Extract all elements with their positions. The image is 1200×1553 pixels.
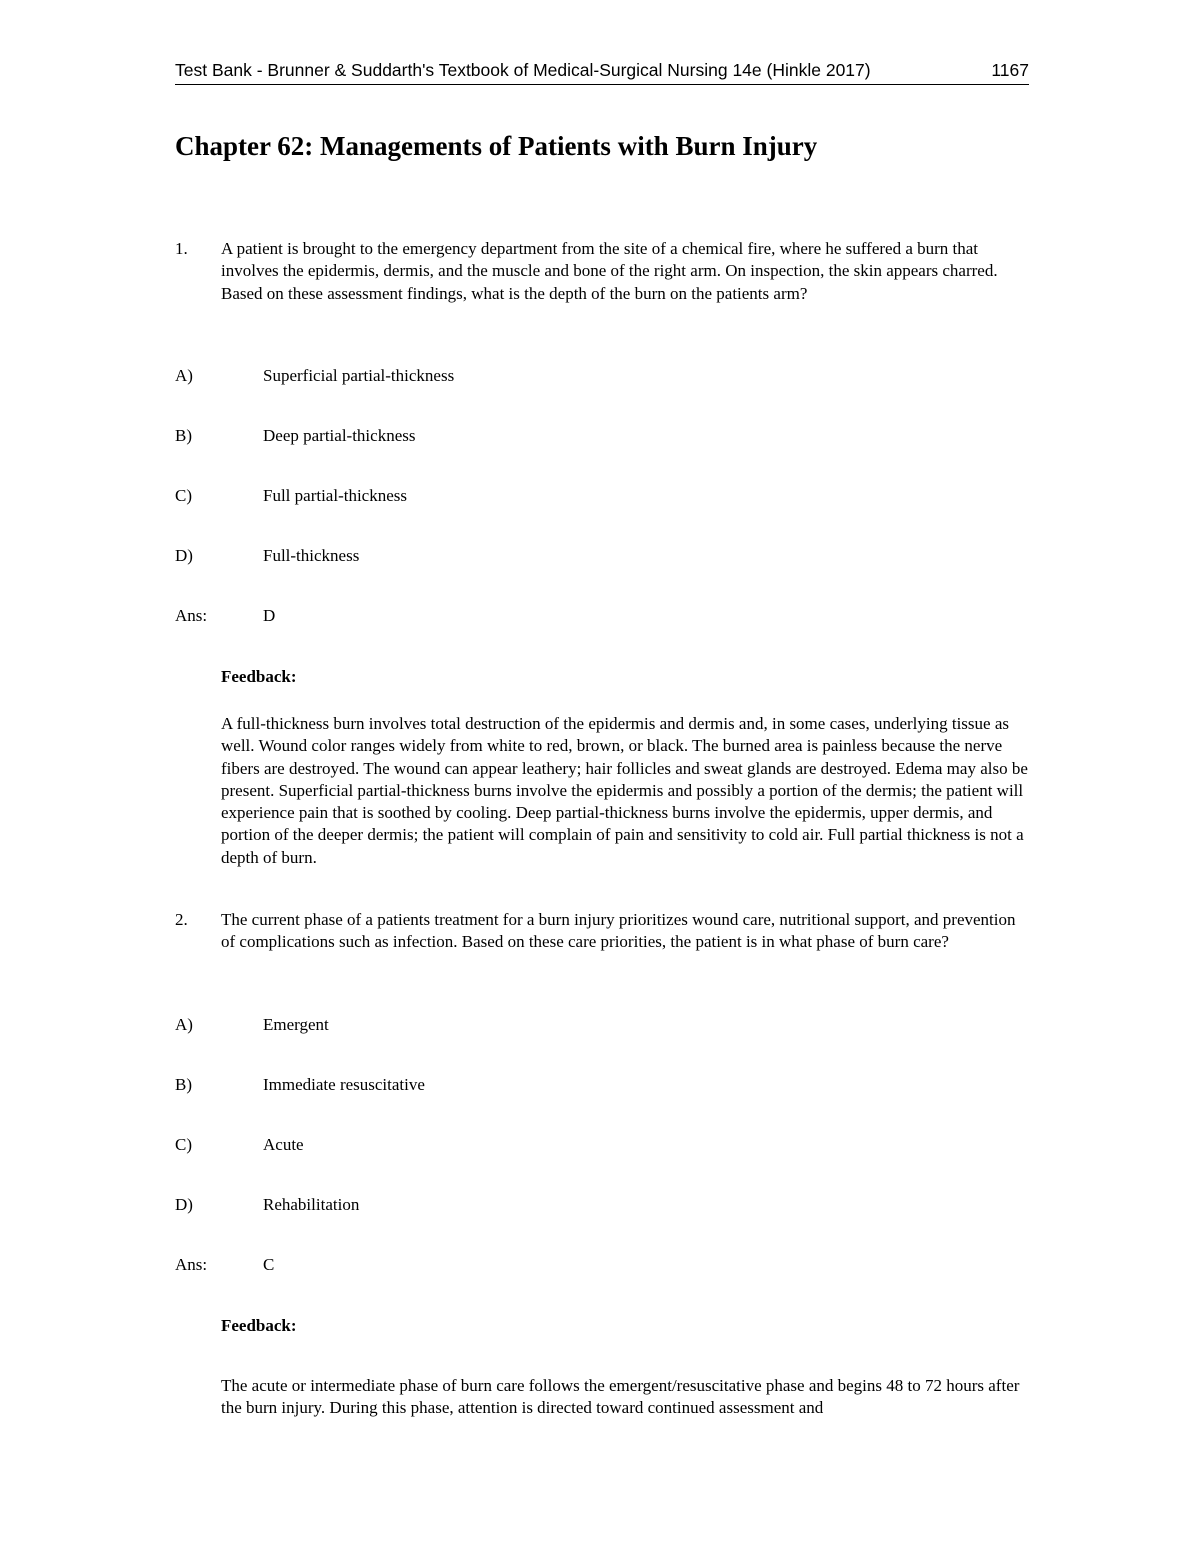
feedback-heading: Feedback: [221, 1316, 297, 1335]
option-text: Superficial partial-thickness [263, 366, 455, 385]
option-text: Deep partial-thickness [263, 426, 416, 445]
option-text: Full partial-thickness [263, 486, 408, 505]
question-number: 2. [175, 910, 188, 929]
chapter-title: Chapter 62: Managements of Patients with Burn Injury [175, 131, 818, 161]
feedback-text: A full-thickness burn involves total destruction of the epidermis and dermis and, in some cases, underlying tissue as well. Wound color ranges widely from white to red, brown, or black. The burned area is painless because the nerve fibers are destroyed. The wound can appear leathery; hair follicles and sweat glands are destroyed. Edema may also be present. Superficial partial-thickness burns involve the epidermis and possibly a portion of the dermis; the patient will experience pain that is soothed by cooling. Deep partial-thickness burns involve the epidermis, upper dermis, and portion of the deeper dermis; the patient will complain of pain and sensitivity to cold air. Full partial thickness is not a depth of burn. [221, 714, 1028, 867]
answer-value: C [263, 1255, 275, 1274]
page-number: 1167 [991, 60, 1029, 80]
answer-label: Ans: [175, 1255, 208, 1274]
option-letter: B) [175, 1075, 192, 1094]
option-letter: A) [175, 366, 193, 385]
option-text: Rehabilitation [263, 1195, 360, 1214]
option-letter: A) [175, 1015, 193, 1034]
running-header [175, 58, 1029, 85]
question-text: The current phase of a patients treatment for a burn injury prioritizes wound care, nutritional support, and prevention of complications such as infection. Based on these care priorities, the patient is in what phase of burn care? [221, 910, 1016, 952]
answer-label: Ans: [175, 606, 208, 625]
feedback-text: The acute or intermediate phase of burn care follows the emergent/resuscitative phase and begins 48 to 72 hours after the burn injury. During this phase, attention is directed toward continued assessment and [221, 1376, 1020, 1418]
option-letter: D) [175, 546, 193, 565]
option-text: Immediate resuscitative [263, 1075, 425, 1094]
option-text: Emergent [263, 1015, 329, 1034]
question-number: 1. [175, 239, 188, 258]
header-title: Test Bank - Brunner & Suddarth's Textbook of Medical-Surgical Nursing 14e (Hinkle 2017) [175, 60, 871, 80]
feedback-heading: Feedback: [221, 667, 297, 686]
option-letter: C) [175, 1135, 192, 1154]
question-text: A patient is brought to the emergency department from the site of a chemical fire, where he suffered a burn that involves the epidermis, dermis, and the muscle and bone of the right arm. On inspection, the skin appears charred. Based on these assessment findings, what is the depth of the burn on the patients arm? [221, 239, 998, 303]
option-text: Full-thickness [263, 546, 360, 565]
option-text: Acute [263, 1135, 304, 1154]
option-letter: D) [175, 1195, 193, 1214]
answer-value: D [263, 606, 276, 625]
option-letter: B) [175, 426, 192, 445]
option-letter: C) [175, 486, 192, 505]
